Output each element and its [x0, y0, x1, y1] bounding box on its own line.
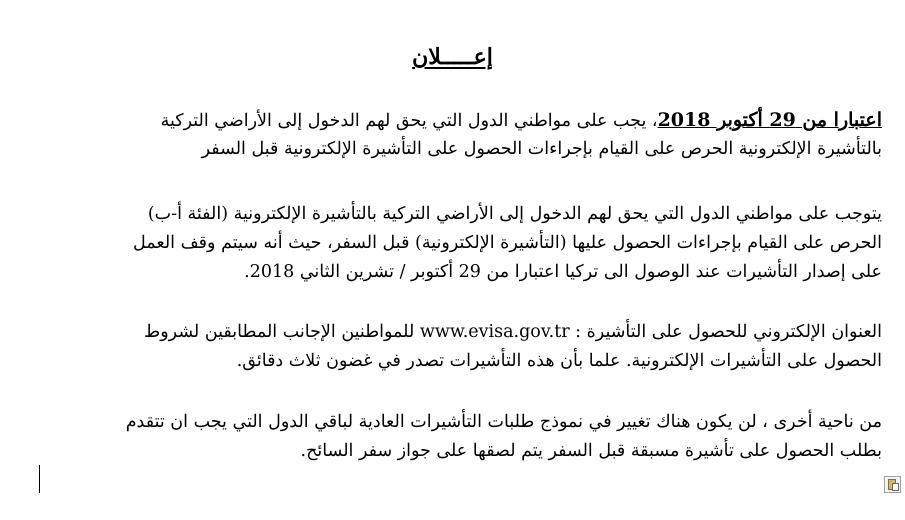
clipboard-sheet-shape: [892, 483, 899, 491]
paragraph-4-line-1: من ناحية أخرى ، لن يكون هناك تغيير في نموذج طلبات التأشيرات العادية لباقي الدول التي يجب ان تتقدم: [125, 412, 882, 432]
paragraph-2-line-3: على إصدار التأشيرات عند الوصول الى تركيا اعتبارا من 29 أكتوبر / تشرين الثاني 2018.: [244, 262, 882, 282]
paragraph-1-line-1-text: ، يجب على مواطني الدول التي يحق لهم الدخول إلى الأراضي التركية: [160, 111, 658, 131]
paragraph-2-line-1: يتوجب على مواطني الدول التي يحق لهم الدخول إلى الأراضي التركية بالتأشيرة الإلكترونية (الفئة أ-ب): [147, 204, 882, 224]
paragraph-3-line-1: العنوان الإلكتروني للحصول على التأشيرة : www.evisa.gov.tr للمواطنين الإجانب المطابقين لشروط: [144, 322, 882, 342]
effective-date-heading: اعتبارا من 29 أكتوبر 2018: [657, 109, 882, 131]
clipboard-paste-icon[interactable]: [884, 476, 901, 493]
paragraph-4: [40, 408, 882, 466]
paragraph-3: [40, 318, 882, 376]
paragraph-3-line-2: الحصول على التأشيرات الإلكترونية. علما بأن هذه التأشيرات تصدر في غضون ثلاث دقائق.: [236, 351, 882, 371]
paragraph-1-line-2: بالتأشيرة الإلكترونية الحرص على القيام بإجراءات الحصول على التأشيرة الإلكترونية قبل السفر: [201, 139, 882, 159]
text-cursor: [39, 465, 40, 493]
paragraph-2: [40, 200, 882, 287]
page-title: إعـــــلان: [412, 44, 493, 70]
paragraph-4-line-2: بطلب الحصول على تأشيرة مسبقة قبل السفر يتم لصقها على جواز سفر السائح.: [300, 441, 882, 461]
paragraph-2-line-2: الحرص على القيام بإجراءات الحصول عليها (التأشيرة الإلكترونية) قبل السفر، حيث أنه سيتم وقف العمل: [133, 233, 882, 253]
paragraph-1: [40, 106, 882, 164]
paragraph-1-line-1: [40, 106, 882, 135]
